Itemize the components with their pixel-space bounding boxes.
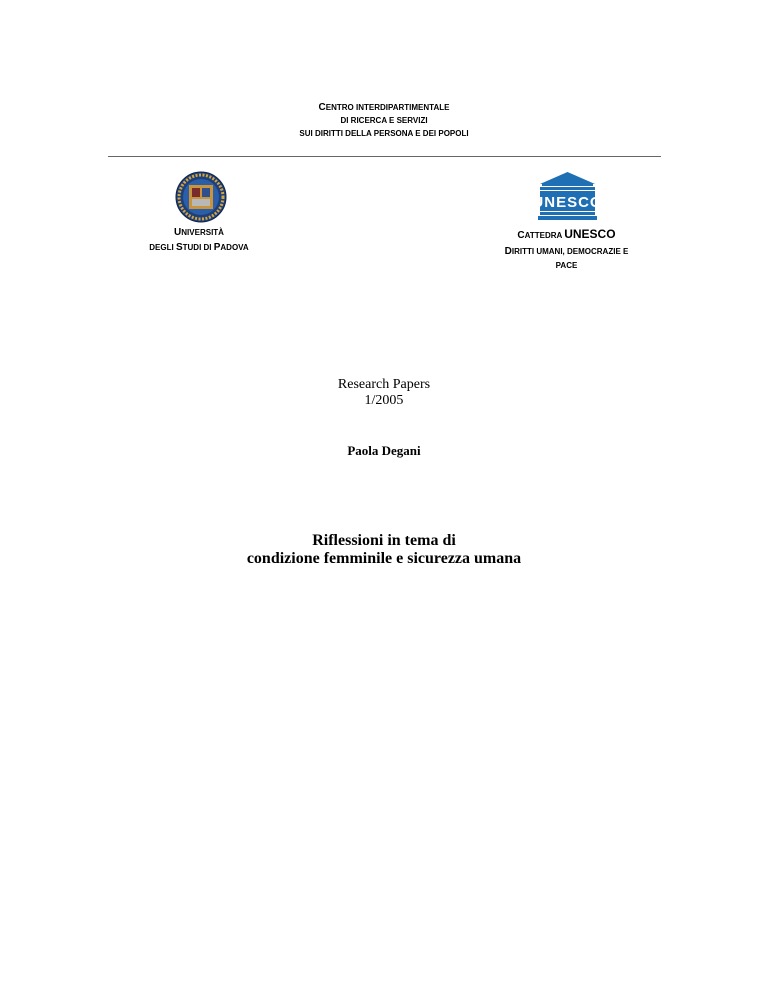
title-line-2: condizione femminile e sicurezza umana: [246, 550, 522, 567]
cattedra-initial: C: [517, 230, 525, 241]
university-line-1: [108, 224, 290, 239]
series-number: 1/2005: [364, 393, 404, 408]
title-line-1: Riflessioni in tema di: [312, 532, 456, 549]
university-initial: U: [174, 227, 182, 238]
unesco-chair-line-1: [478, 227, 655, 243]
header-line-3: SUI DIRITTI DELLA PERSONA E DEI POPOLI: [299, 129, 469, 138]
header-line-2: DI RICERCA E SERVIZI: [340, 116, 428, 125]
unesco-chair-label: [478, 227, 655, 273]
studi-initial: S: [175, 242, 183, 253]
series-name: Research Papers: [337, 377, 431, 392]
paper-title: [134, 532, 634, 568]
studi-rest: TUDI DI: [182, 243, 214, 252]
diritti-rest: IRITTI UMANI, DEMOCRAZIE E: [511, 247, 629, 256]
author-name: Paola Degani: [347, 443, 421, 458]
university-seal-icon: [175, 171, 227, 223]
degli-text: DEGLI: [149, 243, 176, 252]
series-block: [234, 377, 534, 409]
header-line-1-initial: C: [318, 102, 326, 113]
header-line-1: [108, 99, 660, 114]
university-rest: NIVERSITÀ: [181, 228, 224, 237]
cattedra-rest: ATTEDRA: [524, 231, 565, 240]
diritti-initial: D: [504, 246, 512, 257]
unesco-word: UNESCO: [564, 227, 616, 241]
unesco-chair-line-3: PACE: [555, 261, 578, 270]
header-line-1-rest: ENTRO INTERDIPARTIMENTALE: [325, 103, 450, 112]
header-divider: [108, 156, 661, 157]
institute-header: [108, 99, 660, 140]
university-line-2: [108, 239, 290, 254]
unesco-chair-line-2: [478, 243, 655, 259]
unesco-logo-text: UNESCO: [532, 194, 603, 211]
padova-initial: P: [213, 242, 221, 253]
university-label: [108, 224, 290, 254]
padova-rest: ADOVA: [220, 243, 249, 252]
unesco-logo-icon: [532, 172, 603, 220]
